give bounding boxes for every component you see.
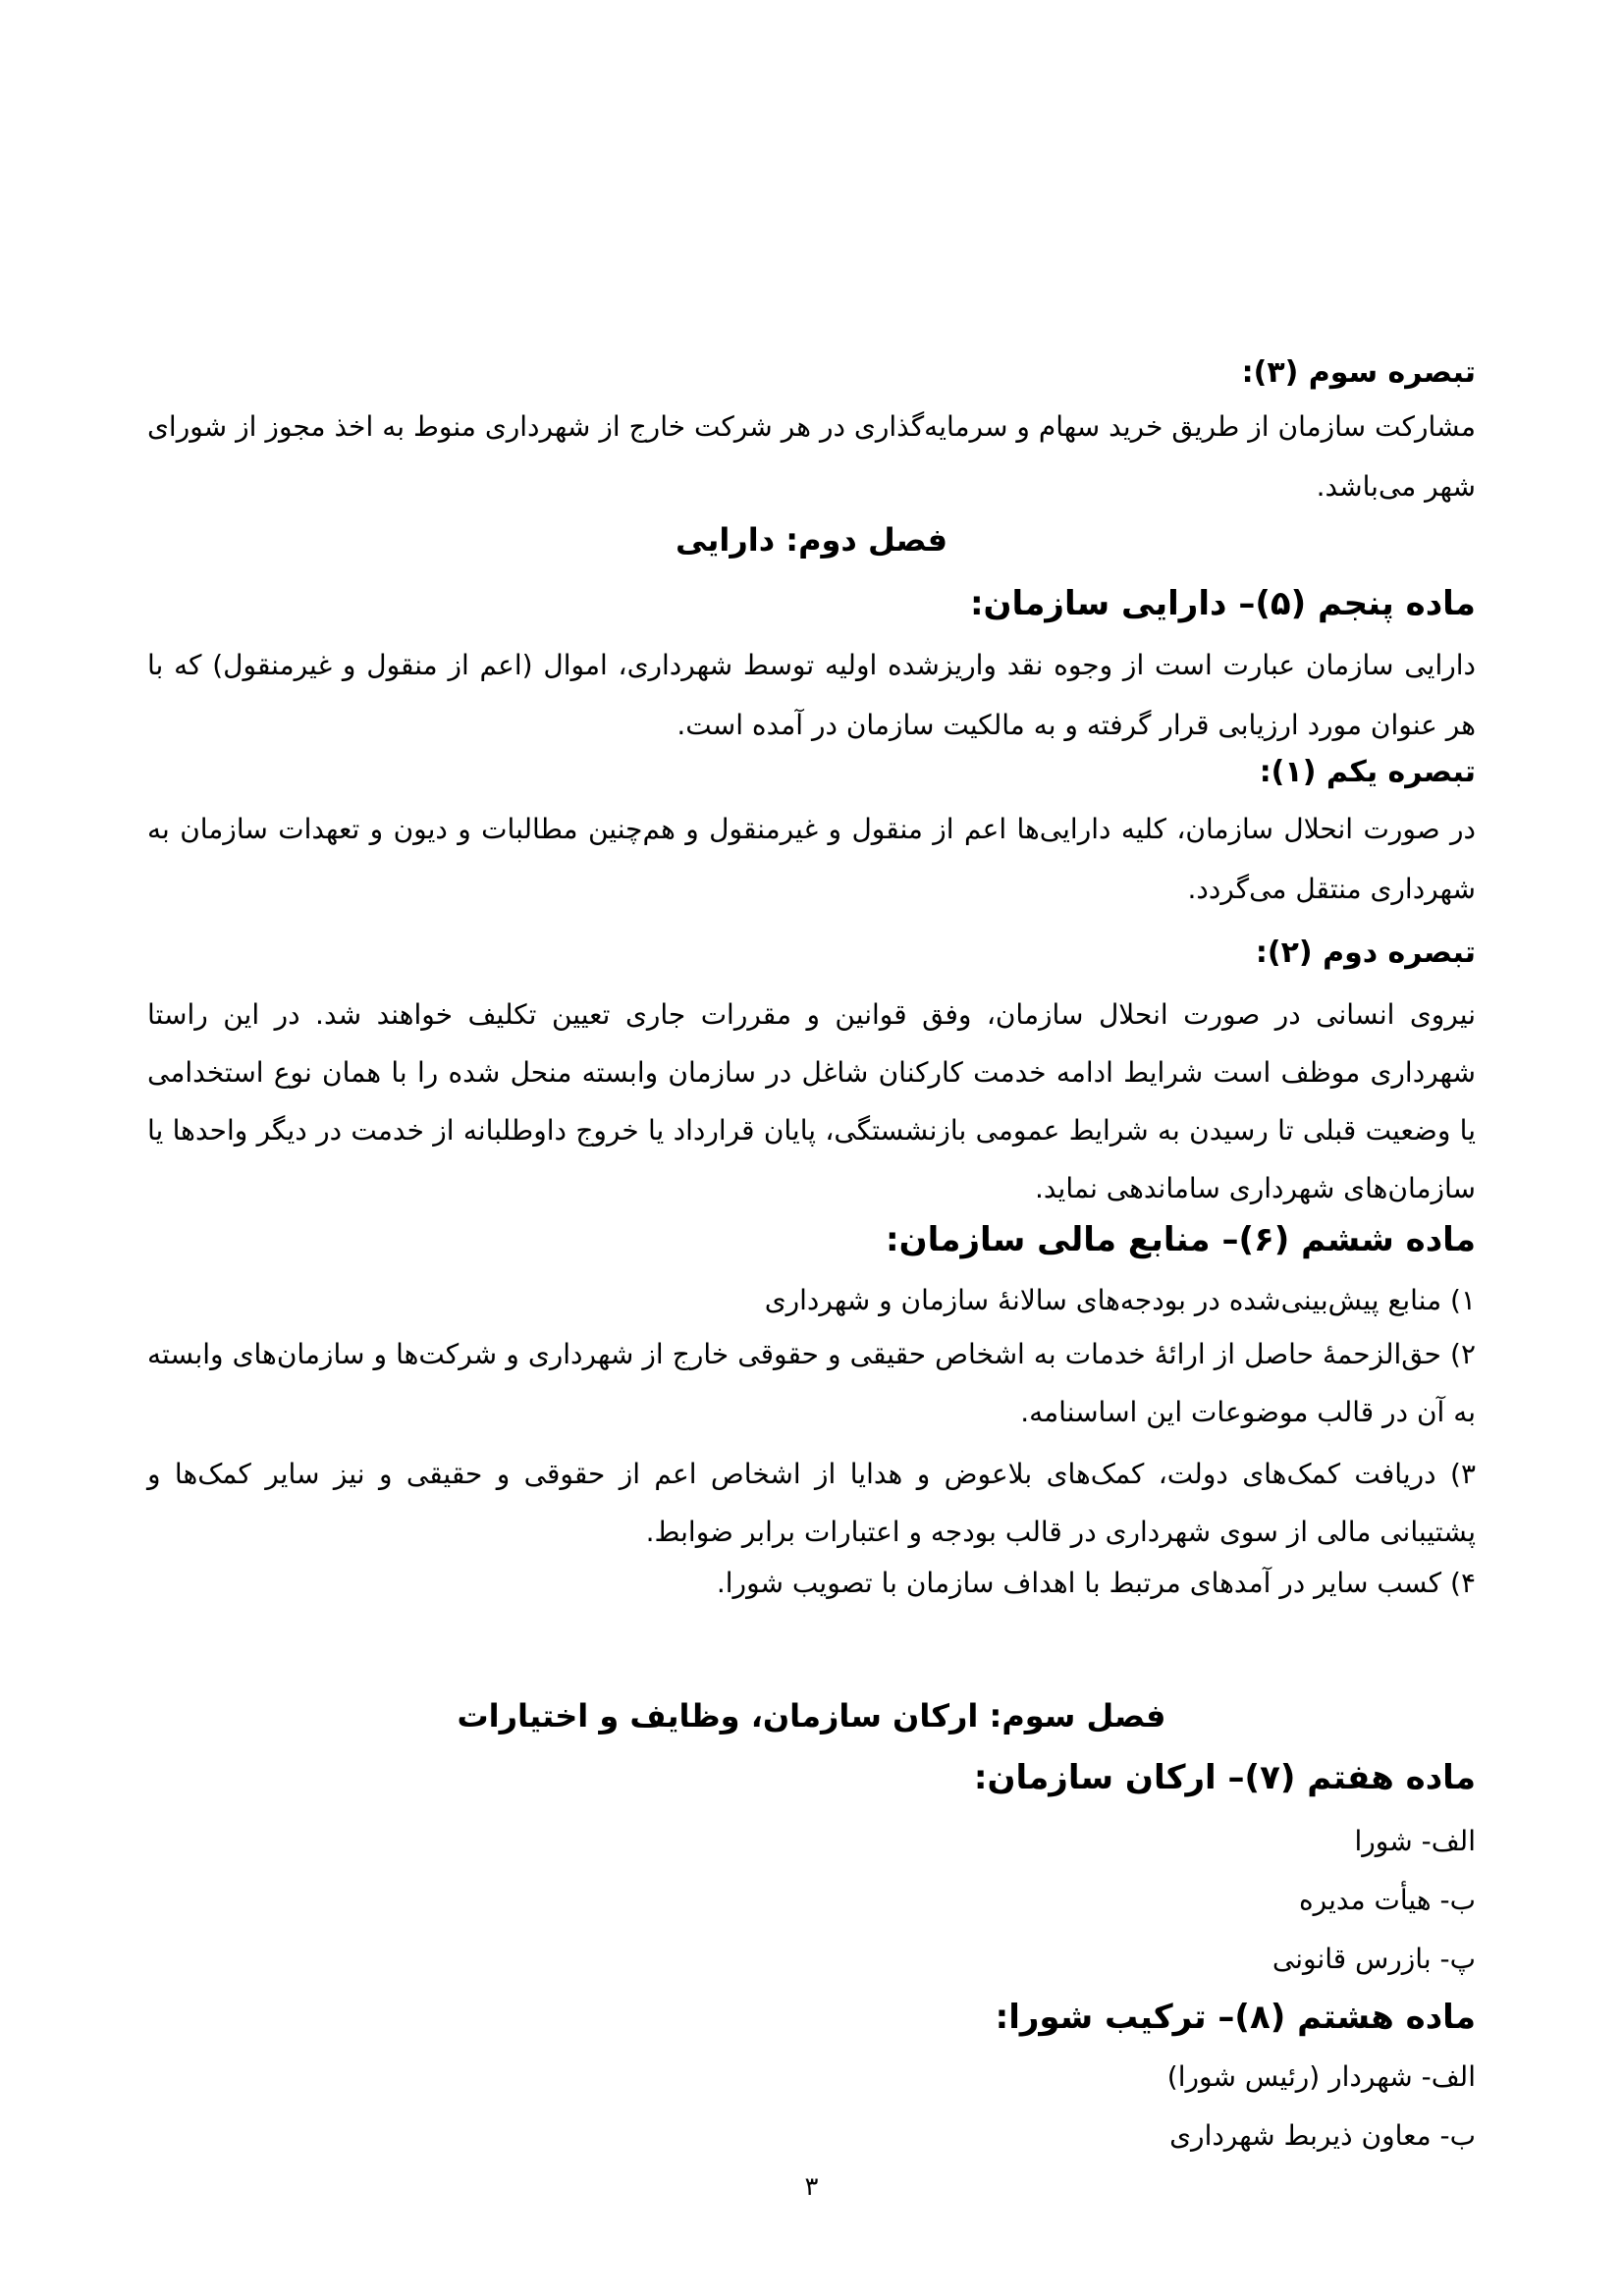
article-8-heading: ماده هشتم (۸)– ترکیب شورا: bbox=[995, 1998, 1476, 2037]
article-8-item-be: ب- معاون ذیربط شهرداری bbox=[1169, 2119, 1476, 2152]
article-5-note-2-label: تبصره دوم (۲): bbox=[1255, 935, 1476, 970]
note-3-label: تبصره سوم (۳): bbox=[1241, 355, 1476, 390]
note-3-text: مشارکت سازمان از طریق خرید سهام و سرمایه‌گذاری در هر شرکت خارج از شهرداری منوط به اخذ مجوز از شورای شهر می‌باشد. bbox=[147, 410, 1476, 503]
article-6-item-3: ۳) دریافت کمک‌های دولت، کمک‌های بلاعوض و هدایا از اشخاص اعم از حقوقی و حقیقی و نیز سایر کمک‌ها و پشتیبانی مالی از سوی شهرداری در قالب بودجه و اعتبارات برابر ضوابط. bbox=[147, 1458, 1476, 1548]
article-5-note-1-text: در صورت انحلال سازمان، کلیه دارایی‌ها اعم از منقول و غیرمنقول و هم‌چنین مطالبات و دیون و تعهدات سازمان به شهرداری منتقل می‌گردد. bbox=[147, 813, 1476, 905]
chapter-3-title: فصل سوم: ارکان سازمان، وظایف و اختیارات bbox=[457, 1697, 1166, 1735]
article-5-note-2-text: نیروی انسانی در صورت انحلال سازمان، وفق قوانین و مقررات جاری تعیین تکلیف خواهند شد. در این راستا شهرداری موظف است شرایط ادامه خدمت کارکنان شاغل در سازمان وابسته منحل شده را با همان نوع استخدامی یا وضعیت قبلی تا رسیدن به شرایط عمومی بازنشستگی، پایان قرارداد یا خروج داوطلبانه از خدمت در دیگر واحدها یا سازمان‌های شهرداری ساماندهی نماید. bbox=[147, 998, 1476, 1204]
article-5-heading: ماده پنجم (۵)– دارایی سازمان: bbox=[969, 584, 1476, 623]
article-6-item-1: ۱) منابع پیش‌بینی‌شده در بودجه‌های سالانهٔ سازمان و شهرداری bbox=[764, 1284, 1476, 1316]
article-7-item-be: ب- هیأت مدیره bbox=[1299, 1884, 1476, 1916]
article-8-item-alef: الف- شهردار (رئیس شورا) bbox=[1166, 2060, 1476, 2093]
page-number: ۳ bbox=[804, 2172, 819, 2202]
article-6-heading: ماده ششم (۶)– منابع مالی سازمان: bbox=[886, 1220, 1476, 1259]
article-7-item-pe: پ- بازرس قانونی bbox=[1271, 1943, 1476, 1975]
article-5-note-1-label: تبصره یکم (۱): bbox=[1259, 755, 1476, 789]
chapter-2-title: فصل دوم: دارایی bbox=[675, 521, 948, 559]
article-7-heading: ماده هفتم (۷)– ارکان سازمان: bbox=[973, 1758, 1476, 1797]
article-5-text: دارایی سازمان عبارت است از وجوه نقد واریزشده اولیه توسط شهرداری، اموال (اعم از منقول و غیرمنقول) که با هر عنوان مورد ارزیابی قرار گرفته و به مالکیت سازمان در آمده است. bbox=[147, 649, 1476, 741]
article-6-item-2: ۲) حق‌الزحمهٔ حاصل از ارائهٔ خدمات به اشخاص حقیقی و حقوقی خارج از شهرداری و شرکت‌ها و سازمان‌های وابسته به آن در قالب موضوعات این اساسنامه. bbox=[147, 1338, 1476, 1428]
article-7-item-alef: الف- شورا bbox=[1354, 1825, 1476, 1857]
article-6-item-4: ۴) کسب سایر در آمدهای مرتبط با اهداف سازمان با تصویب شورا. bbox=[716, 1567, 1476, 1599]
